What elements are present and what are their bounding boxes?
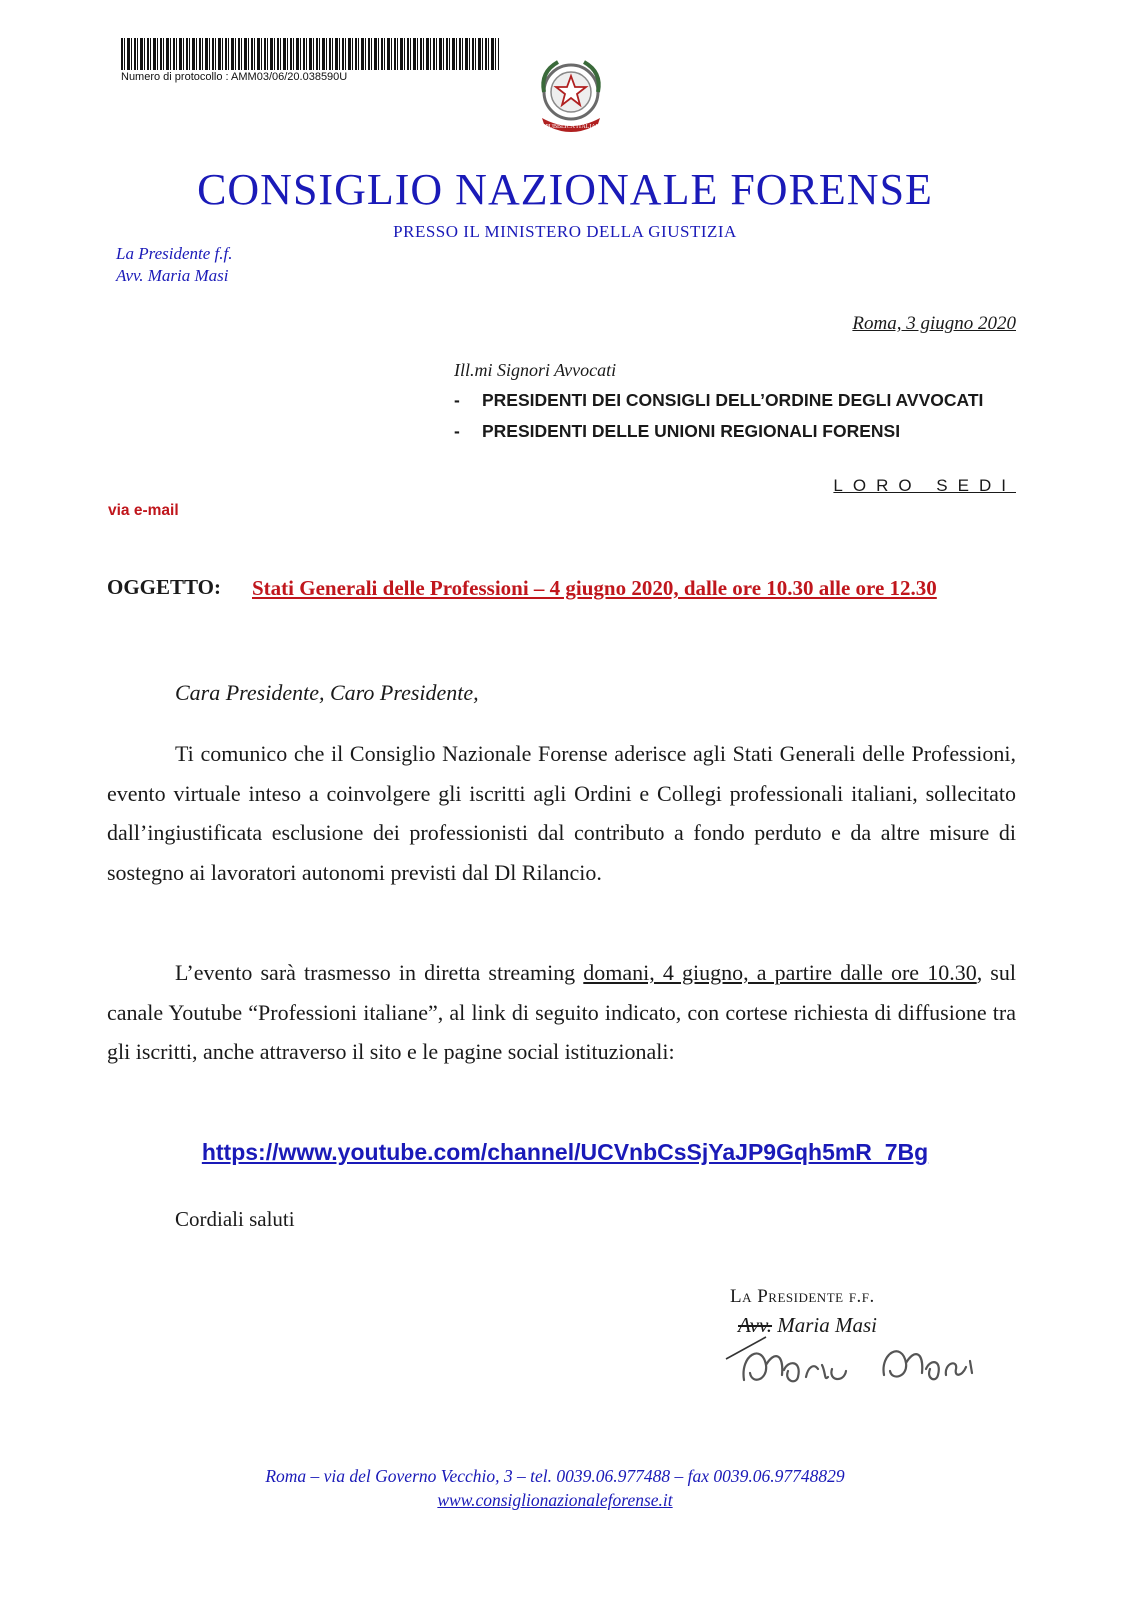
list-dash: - [454,421,460,441]
subject-text: Stati Generali delle Professioni – 4 giugno 2020, dalle ore 10.30 alle ore 12.30 [252,576,937,600]
body-paragraph: Ti comunico che il Consiglio Nazionale Forense aderisce agli Stati Generali delle Professioni, evento virtuale inteso a coinvolgere gli iscritti agli Ordini e Collegi professionali italiani, sollecitato dall’ingiustificata esclusione dei professionisti dal contributo a fondo perduto e da altre misure di sostegno ai lavoratori autonomi previsti dal Dl Rilancio. [107,741,1016,885]
recipient-label: PRESIDENTI DEI CONSIGLI DELL’ORDINE DEGLI AVVOCATI [482,390,984,410]
recipient-label: PRESIDENTI DELLE UNIONI REGIONALI FORENSI [482,421,901,441]
signature-role: La Presidente f.f. [730,1286,875,1307]
sender-block [116,243,232,287]
signature-title [730,1286,875,1308]
protocol-number: Numero di protocollo : AMM03/06/20.038590U [121,71,348,83]
event-time-highlight: domani, 4 giugno, a partire dalle ore 10.30 [583,960,977,985]
recipients-intro: Ill.mi Signori Avvocati [454,360,617,380]
recipient-item [454,420,1016,442]
salutation: Cara Presidente, Caro Presidente, [175,680,479,705]
sender-role: La Presidente f.f. [116,244,233,263]
page-title: CONSIGLIO NAZIONALE FORENSE [197,165,933,214]
loro-sedi: LORO SEDI [833,476,1016,495]
letter-date: Roma, 3 giugno 2020 [852,313,1016,334]
paragraph-text: L’evento sarà trasmesso in diretta streaming [175,960,584,985]
footer-website-link[interactable]: www.consiglionazionaleforense.it [437,1490,673,1510]
closing: Cordiali saluti [175,1207,295,1231]
recipient-item [454,389,1016,411]
youtube-channel-link[interactable]: https://www.youtube.com/channel/UCVnbCsSjYaJP9Gqh5mR_7Bg [201,1139,929,1165]
body-paragraph [107,953,1016,1072]
paragraph-text: , sul canale Youtube “Professioni italiane”, al link di seguito indicato, con cortese richiesta di diffusione tra gli iscritti, anche attraverso il sito e le pagine social istituzionali: [107,960,1016,1064]
delivery-method: via e-mail [108,502,179,519]
sender-name: Avv. Maria Masi [116,266,229,285]
barcode [121,38,499,70]
list-dash: - [454,390,460,410]
signature-prefix: Avv. [738,1313,773,1337]
page-subtitle: PRESSO IL MINISTERO DELLA GIUSTIZIA [393,222,737,241]
emblem-ribbon-text: REPUBBLICA ITALIANA [537,124,605,130]
handwritten-signature [722,1325,982,1395]
footer-address: Roma – via del Governo Vecchio, 3 – tel. 0039.06.977488 – fax 0039.06.97748829 [265,1466,845,1486]
signature-name-text: Maria Masi [772,1313,878,1337]
repubblica-italiana-emblem-icon [528,52,614,138]
subject-label: OGGETTO: [107,575,221,599]
recipients-block [454,360,1016,451]
